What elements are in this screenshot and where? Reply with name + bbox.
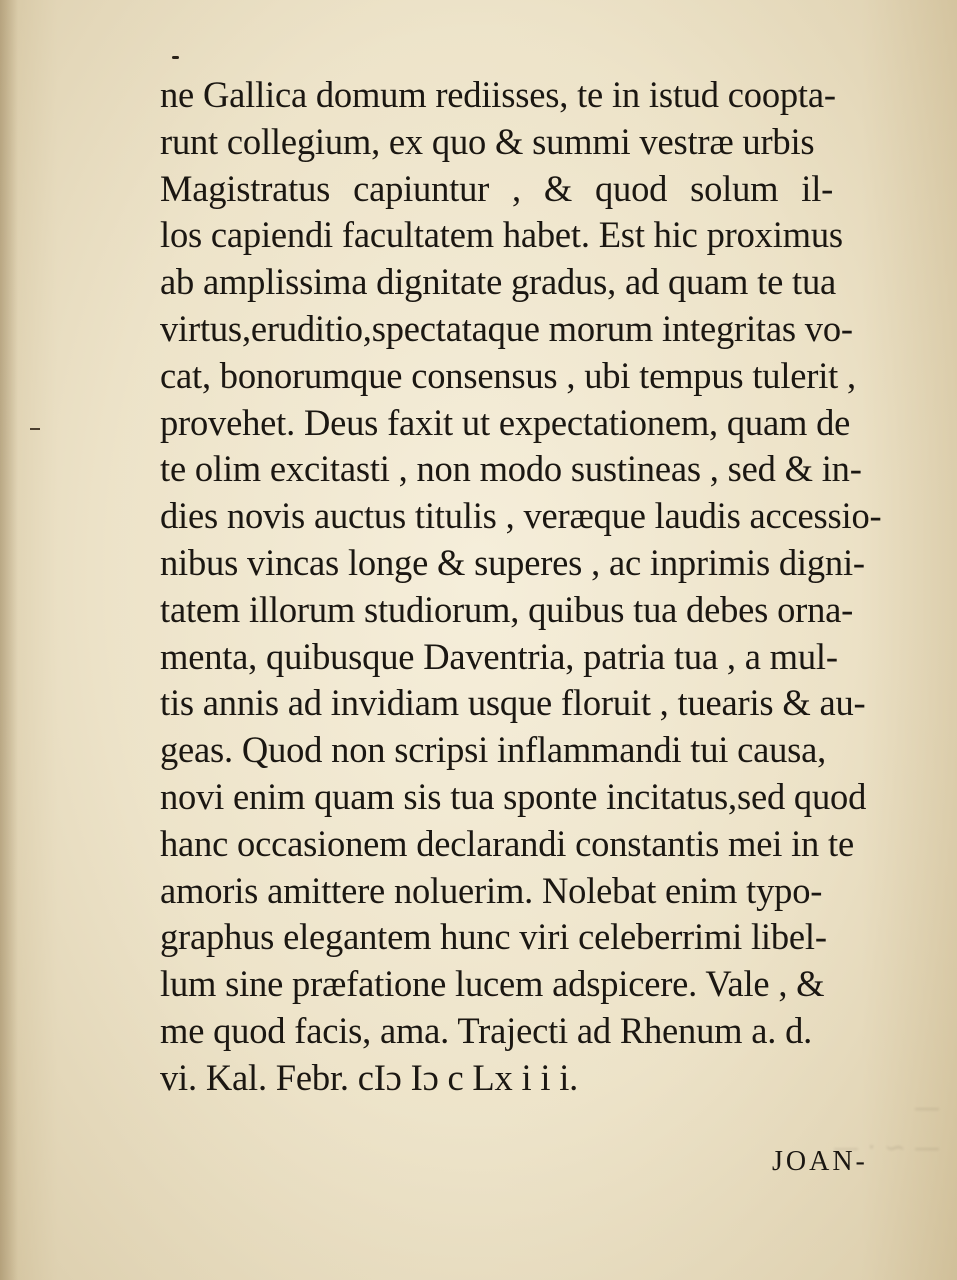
text-line: tatem illorum studiorum, quibus tua debes orna- <box>160 588 854 630</box>
text-line: novi enim quam sis tua sponte incitatus,sed quod <box>160 775 867 817</box>
text-line: lum sine præfatione lucem adspicere. Vale , & <box>160 963 825 1005</box>
text-line: runt collegium, ex quo & summi vestræ urbis <box>160 120 815 162</box>
catchword: JOAN- <box>772 1146 868 1177</box>
ink-mark <box>172 56 179 59</box>
text-line: virtus,eruditio,spectataque morum integritas vo- <box>160 307 853 349</box>
text-line: vi. Kal. Febr. cIɔ Iɔ c Lx i i i. <box>160 1056 579 1098</box>
text-line: graphus elegantem hunc viri celeberrimi libel- <box>160 916 827 958</box>
text-line: cat, bonorumque consensus , ubi tempus tulerit , <box>160 354 856 396</box>
text-line: ab amplissima dignitate gradus, ad quam te tua <box>160 261 837 303</box>
body-text <box>160 72 920 1102</box>
text-line: amoris amittere noluerim. Nolebat enim typo- <box>160 869 823 911</box>
text-line: Magistratus capiuntur , & quod solum il- <box>160 167 834 209</box>
text-line: ne Gallica domum rediisses, te in istud coopta- <box>160 74 836 115</box>
margin-mark <box>30 428 40 430</box>
text-line: dies novis auctus titulis , veræque laudis accessio- <box>160 495 882 537</box>
page-edge-shadow <box>0 0 18 1280</box>
show-through-text: — — ~ · — <box>833 1093 940 1163</box>
text-line: los capiendi facultatem habet. Est hic proximus <box>160 214 843 256</box>
text-line: me quod facis, ama. Trajecti ad Rhenum a. d. <box>160 1009 813 1051</box>
text-line: geas. Quod non scripsi inflammandi tui causa, <box>160 729 827 771</box>
text-line: menta, quibusque Daventria, patria tua , a mul- <box>160 635 838 677</box>
text-line: nibus vincas longe & superes , ac inprimis digni- <box>160 541 865 583</box>
text-line: te olim excitasti , non modo sustineas , sed & in- <box>160 448 862 490</box>
text-line: provehet. Deus faxit ut expectationem, quam de <box>160 401 851 443</box>
text-line: tis annis ad invidiam usque floruit , tuearis & au- <box>160 682 866 724</box>
text-line: hanc occasionem declarandi constantis mei in te <box>160 822 854 864</box>
